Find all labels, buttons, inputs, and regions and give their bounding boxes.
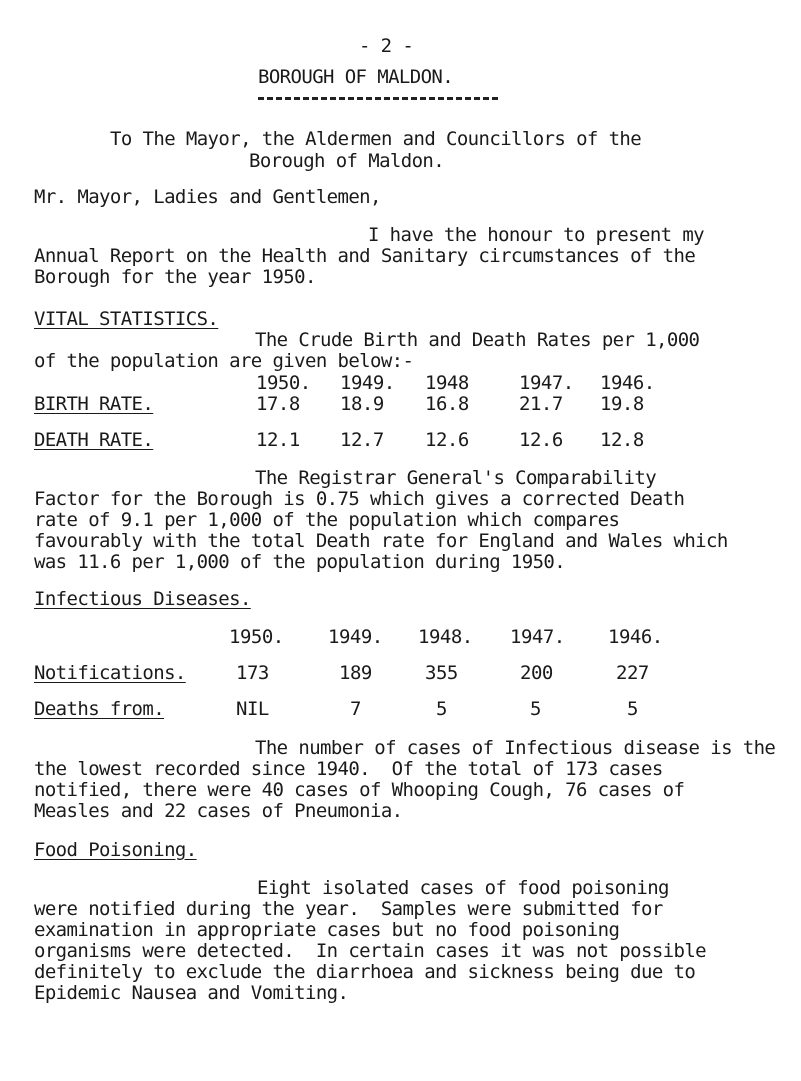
notifications-value: 200 (520, 662, 553, 684)
salutation: Mr. Mayor, Ladies and Gentlemen, (34, 186, 381, 208)
death-rate-value: 12.7 (340, 429, 384, 451)
infectious-para-line-2: the lowest recorded since 1940. Of the total of 173 cases (34, 758, 663, 780)
notifications-label: Notifications. (34, 662, 186, 684)
deaths-value: 5 (627, 698, 638, 720)
deaths-value: 5 (436, 698, 447, 720)
deaths-value: 5 (530, 698, 541, 720)
address-line-2: Borough of Maldon. (249, 150, 445, 172)
infectious-para-line-1: The number of cases of Infectious disease is the (255, 737, 776, 759)
comparability-line-3: rate of 9.1 per 1,000 of the population which compares (34, 509, 620, 531)
vital-year: 1948 (425, 372, 469, 394)
food-para-line-1: Eight isolated cases of food poisoning (257, 877, 669, 899)
vital-statistics-heading: VITAL STATISTICS. (34, 308, 219, 330)
vital-intro-line-2: of the population are given below:- (34, 350, 414, 372)
notifications-value: 189 (339, 662, 372, 684)
deaths-label: Deaths from. (34, 698, 165, 720)
birth-rate-label: BIRTH RATE. (34, 393, 154, 415)
comparability-line-4: favourably with the total Death rate for England and Wales which (34, 530, 728, 552)
vital-year: 1947. (519, 372, 574, 394)
infectious-year: 1946. (608, 626, 663, 648)
vital-year: 1949. (340, 372, 395, 394)
birth-rate-value: 19.8 (600, 393, 644, 415)
death-rate-label: DEATH RATE. (34, 429, 154, 451)
comparability-line-2: Factor for the Borough is 0.75 which gives a corrected Death (34, 488, 685, 510)
food-para-line-2: were notified during the year. Samples were submitted for (34, 898, 663, 920)
notifications-value: 227 (616, 662, 649, 684)
infectious-para-line-4: Measles and 22 cases of Pneumonia. (34, 800, 403, 822)
death-rate-value: 12.8 (600, 429, 644, 451)
deaths-value: NIL (236, 698, 269, 720)
death-rate-value: 12.6 (425, 429, 469, 451)
vital-year: 1946. (600, 372, 655, 394)
food-para-line-3: examination in appropriate cases but no food poisoning (34, 919, 620, 941)
birth-rate-value: 18.9 (340, 393, 384, 415)
page-heading: BOROUGH OF MALDON. (258, 66, 454, 88)
intro-line-1: I have the honour to present my (368, 224, 705, 246)
infectious-diseases-heading: Infectious Diseases. (34, 588, 251, 610)
food-poisoning-heading: Food Poisoning. (34, 839, 197, 861)
food-para-line-4: organisms were detected. In certain cases it was not possible (34, 940, 707, 962)
deaths-value: 7 (350, 698, 361, 720)
death-rate-value: 12.6 (519, 429, 563, 451)
comparability-line-5: was 11.6 per 1,000 of the population during 1950. (34, 551, 566, 573)
vital-year: 1950. (256, 372, 311, 394)
birth-rate-value: 17.8 (256, 393, 300, 415)
infectious-year: 1950. (229, 626, 284, 648)
infectious-year: 1949. (328, 626, 383, 648)
infectious-year: 1947. (510, 626, 565, 648)
food-para-line-6: Epidemic Nausea and Vomiting. (34, 982, 349, 1004)
intro-line-3: Borough for the year 1950. (34, 266, 316, 288)
vital-intro-line-1: The Crude Birth and Death Rates per 1,000 (255, 329, 700, 351)
birth-rate-value: 16.8 (425, 393, 469, 415)
birth-rate-value: 21.7 (519, 393, 563, 415)
food-para-line-5: definitely to exclude the diarrhoea and sickness being due to (34, 961, 696, 983)
death-rate-value: 12.1 (256, 429, 300, 451)
notifications-value: 355 (425, 662, 458, 684)
page-number: - 2 - (359, 35, 414, 57)
heading-dashed-rule (258, 97, 498, 100)
infectious-year: 1948. (418, 626, 473, 648)
notifications-value: 173 (236, 662, 269, 684)
address-line-1: To The Mayor, the Aldermen and Councillors of the (110, 128, 642, 150)
infectious-para-line-3: notified, there were 40 cases of Whooping Cough, 76 cases of (34, 779, 685, 801)
comparability-line-1: The Registrar General's Comparability (255, 467, 657, 489)
intro-line-2: Annual Report on the Health and Sanitary circumstances of the (34, 245, 696, 267)
